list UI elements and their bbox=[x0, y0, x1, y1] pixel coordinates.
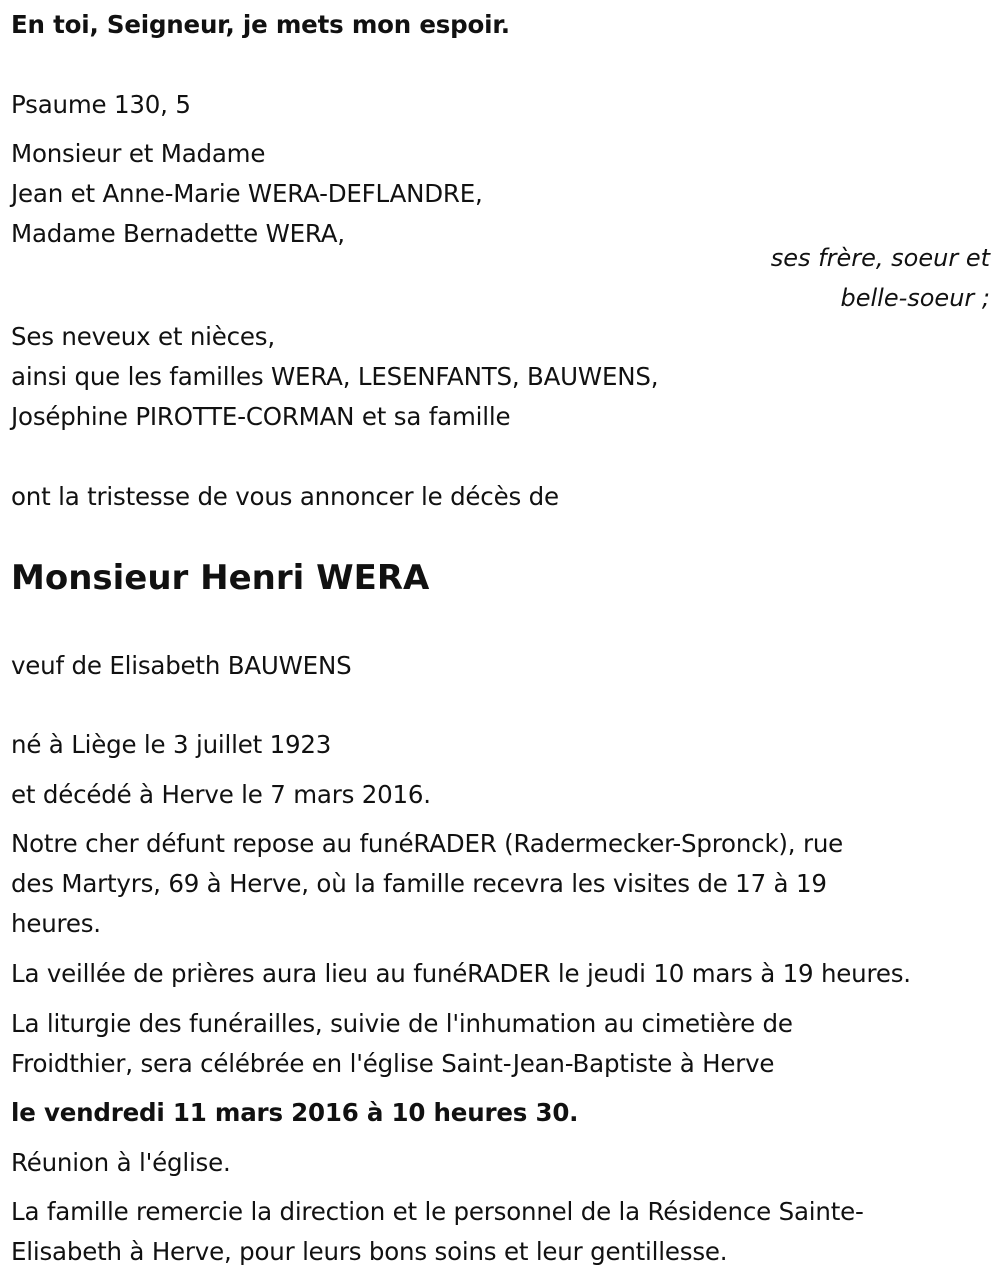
repose-text: des Martyrs, 69 à Herve, où la famille recevra les visites de 17 à 19 bbox=[11, 869, 827, 898]
vigil-text: La veillée de prières aura lieu au funéRADER le jeudi 10 mars à 19 heures. bbox=[11, 959, 911, 988]
family-line: Monsieur et Madame bbox=[11, 139, 266, 168]
death-info: et décédé à Herve le 7 mars 2016. bbox=[11, 780, 431, 809]
deceased-name: Monsieur Henri WERA bbox=[11, 558, 430, 598]
deceased-spouse: veuf de Elisabeth BAUWENS bbox=[11, 651, 352, 680]
epigraph-quote: En toi, Seigneur, je mets mon espoir. bbox=[11, 10, 510, 39]
family-line: Madame Bernadette WERA, bbox=[11, 219, 345, 248]
liturgy-text: Froidthier, sera célébrée en l'église Saint-Jean-Baptiste à Herve bbox=[11, 1049, 775, 1078]
relation-note: belle-soeur ; bbox=[840, 284, 990, 312]
epigraph-reference: Psaume 130, 5 bbox=[11, 90, 191, 119]
family-line: Jean et Anne-Marie WERA-DEFLANDRE, bbox=[11, 179, 483, 208]
thanks-text: Elisabeth à Herve, pour leurs bons soins et leur gentillesse. bbox=[11, 1237, 728, 1266]
birth-info: né à Liège le 3 juillet 1923 bbox=[11, 730, 332, 759]
relation-note: ses frère, soeur et bbox=[770, 244, 990, 272]
repose-text: heures. bbox=[11, 909, 101, 938]
ceremony-date: le vendredi 11 mars 2016 à 10 heures 30. bbox=[11, 1098, 579, 1127]
thanks-text: La famille remercie la direction et le personnel de la Résidence Sainte- bbox=[11, 1197, 864, 1226]
liturgy-text: La liturgie des funérailles, suivie de l'inhumation au cimetière de bbox=[11, 1009, 793, 1038]
family-line: Ses neveux et nièces, bbox=[11, 322, 275, 351]
family-line: ainsi que les familles WERA, LESENFANTS, BAUWENS, bbox=[11, 362, 659, 391]
family-line: Joséphine PIROTTE-CORMAN et sa famille bbox=[11, 402, 511, 431]
announcement: ont la tristesse de vous annoncer le décès de bbox=[11, 482, 559, 511]
repose-text: Notre cher défunt repose au funéRADER (Radermecker-Spronck), rue bbox=[11, 829, 844, 858]
meeting-text: Réunion à l'église. bbox=[11, 1148, 231, 1177]
